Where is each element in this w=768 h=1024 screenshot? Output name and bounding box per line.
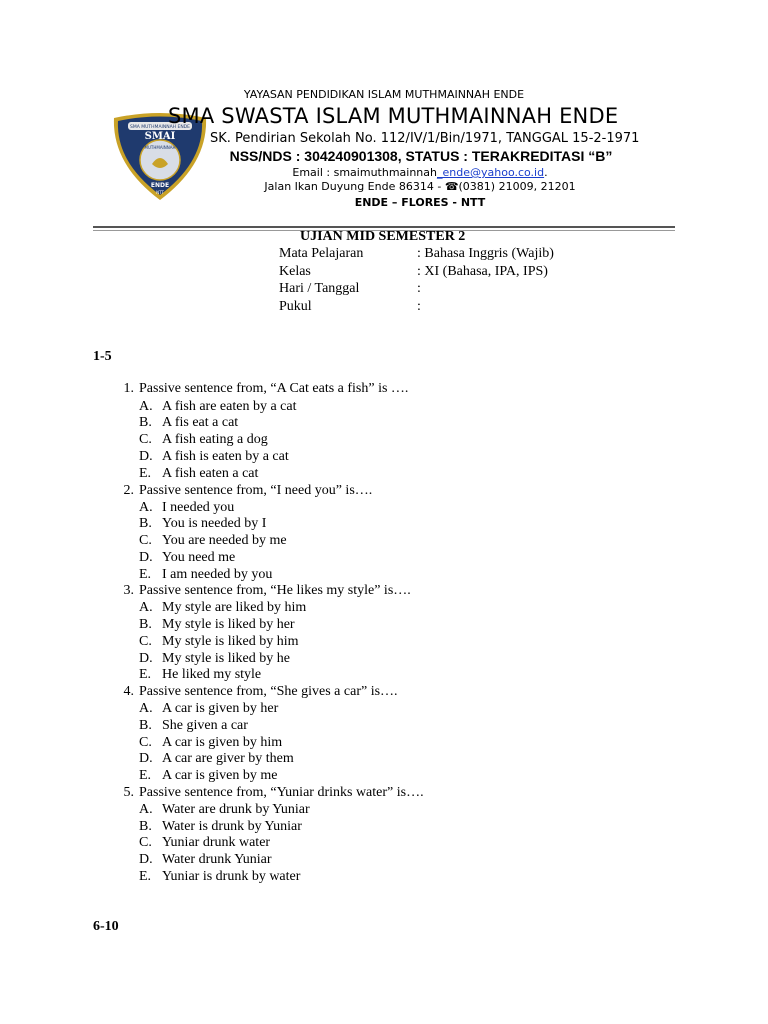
school-name: SMA SWASTA ISLAM MUTHMAINNAH ENDE [168,104,619,128]
option-letter: C. [139,835,152,850]
option-letter: D. [139,449,153,464]
option-letter: C. [139,533,152,548]
option-text: Water drunk Yuniar [162,852,272,867]
info-value-subject: : Bahasa Inggris (Wajib) [417,246,554,261]
option-text: A fish are eaten by a cat [162,399,297,414]
option-letter: B. [139,819,152,834]
option-text: My style is liked by he [162,651,290,666]
option-text: You is needed by I [162,516,267,531]
option-letter: A. [139,500,153,515]
option-letter: A. [139,802,153,817]
info-label-class: Kelas [279,264,311,279]
option-letter: A. [139,701,153,716]
address-text: Jalan Ikan Duyung Ende 86314 - [264,180,445,193]
logo-motto: MUTHMAINNAH [144,145,176,150]
option-letter: B. [139,718,152,733]
logo-city: ENDE [150,182,170,189]
option-letter: B. [139,415,152,430]
email-end: . [544,166,548,179]
option-letter: A. [139,600,153,615]
option-text: A fish eaten a cat [162,466,259,481]
option-letter: D. [139,550,153,565]
option-text: She given a car [162,718,248,733]
exam-title: UJIAN MID SEMESTER 2 [300,229,466,244]
phone-numbers: (0381) 21009, 21201 [458,180,576,193]
question-text: Passive sentence from, “He likes my style” is…. [139,583,411,598]
option-text: My style are liked by him [162,600,307,615]
option-text: A car is given by me [162,768,278,783]
info-label-subject: Mata Pelajaran [279,246,364,261]
email-line [0,166,768,179]
info-value-time: : [417,299,421,314]
option-text: A car is given by her [162,701,279,716]
option-letter: E. [139,667,152,682]
info-value-date: : [417,281,421,296]
section-heading: 6-10 [93,919,119,934]
option-letter: C. [139,634,152,649]
region-line: ENDE – FLORES - NTT [354,196,486,209]
header-divider [93,226,675,228]
logo-ribbon-text: SMA MUTHMAINNAH ENDE [130,125,190,130]
option-letter: D. [139,651,153,666]
option-text: Yuniar is drunk by water [162,869,301,884]
option-text: A fish eating a dog [162,432,268,447]
option-text: My style is liked by him [162,634,299,649]
question-number: 5. [123,785,134,800]
phone-icon: ☎ [444,180,459,193]
option-text: A car are giver by them [162,751,294,766]
option-letter: B. [139,516,152,531]
question-text: Passive sentence from, “A Cat eats a fish” is …. [139,381,409,396]
option-text: My style is liked by her [162,617,295,632]
email-link[interactable]: _ende@yahoo.co.id [437,166,545,179]
section-heading: 1-5 [93,349,112,364]
option-letter: D. [139,751,153,766]
foundation-name: YAYASAN PENDIDIKAN ISLAM MUTHMAINNAH ENDE [243,88,525,101]
option-letter: C. [139,735,152,750]
email-label: Email : smaimuthmainnah [292,166,437,179]
info-value-class: : XI (Bahasa, IPA, IPS) [417,264,548,279]
question-text: Passive sentence from, “Yuniar drinks water” is…. [139,785,424,800]
option-text: A fis eat a cat [162,415,239,430]
logo-abbrev: SMAI [144,131,176,142]
question-text: Passive sentence from, “She gives a car” is…. [139,684,398,699]
option-letter: E. [139,466,152,481]
option-letter: E. [139,567,152,582]
question-number: 4. [123,684,134,699]
option-text: You need me [162,550,236,565]
school-decree: SK. Pendirian Sekolah No. 112/IV/1/Bin/1971, TANGGAL 15-2-1971 [210,131,640,146]
option-text: Water is drunk by Yuniar [162,819,302,834]
info-label-date: Hari / Tanggal [279,281,360,296]
question-number: 1. [123,381,134,396]
option-text: I am needed by you [162,567,273,582]
option-text: Yuniar drunk water [162,835,271,850]
option-text: A fish is eaten by a cat [162,449,289,464]
option-text: I needed you [162,500,235,515]
option-letter: E. [139,768,152,783]
option-text: Water are drunk by Yuniar [162,802,310,817]
option-letter: E. [139,869,152,884]
option-text: He liked my style [162,667,262,682]
option-letter: B. [139,617,152,632]
logo-province: NTT [156,190,164,195]
option-letter: A. [139,399,153,414]
option-letter: C. [139,432,152,447]
question-text: Passive sentence from, “I need you” is…. [139,483,373,498]
question-number: 3. [123,583,134,598]
info-label-time: Pukul [279,299,312,314]
accreditation-line: NSS/NDS : 304240901308, STATUS : TERAKREDITASI “B” [229,148,613,164]
option-letter: D. [139,852,153,867]
option-text: A car is given by him [162,735,283,750]
address-line [0,180,768,193]
option-text: You are needed by me [162,533,287,548]
question-number: 2. [123,483,134,498]
